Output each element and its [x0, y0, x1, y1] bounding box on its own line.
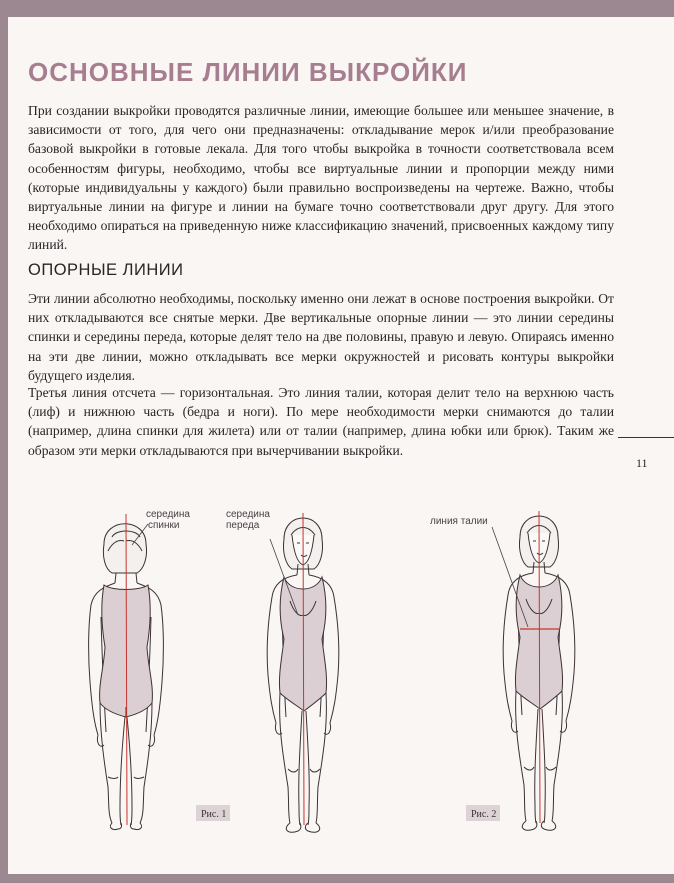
label-back-center-1: середина — [146, 509, 190, 520]
page-frame-bottom — [0, 874, 674, 883]
label-waist-line: линия талии — [430, 516, 488, 527]
caption-fig1: Рис. 1 — [201, 809, 227, 820]
caption-fig2: Рис. 2 — [471, 809, 497, 820]
intro-paragraph: При создании выкройки проводятся различные линии, имеющие большее или меньшее значение, в зависимости от того, для чего они предназначены: откладывание мерок и/или преобразование базовой выкройки в готовые лекала. Для того чтобы выкройка в точности соответствовала всем особенностям фигуры, необходимо, чтобы все виртуальные линии и пропорции между ними (которые индивидуальны у каждого) были правильно воспроизведены на чертеже. Важно, чтобы виртуальные линии на фигуре и линии на бумаге точно соответствовали друг другу. Для этого необходимо опираться на приведенную ниже классификацию значений, присвоенных каждому типу линий. — [28, 103, 614, 253]
page-number: 11 — [636, 456, 648, 470]
book-page — [8, 17, 674, 874]
label-front-center-2: переда — [226, 520, 260, 531]
page-frame-top — [0, 0, 674, 17]
paragraph-2: Третья линия отсчета — горизонтальная. Это линия талии, которая делит тело на верхнюю часть (лиф) и нижнюю часть (бедра и ноги). По мере необходимости мерки снимаются до талии (например, длина спинки для жилета) или от талии (например, длина юбки или брюк). Таким же образом эти мерки откладываются при вычерчивании выкройки. — [28, 385, 614, 458]
page-frame-left — [0, 0, 8, 883]
label-front-center-1: середина — [226, 509, 270, 520]
label-back-center-2: спинки — [148, 520, 180, 531]
chapter-title: ОСНОВНЫЕ ЛИНИИ ВЫКРОЙКИ — [28, 57, 468, 87]
paragraph-1: Эти линии абсолютно необходимы, поскольку именно они лежат в основе построения выкройки. От них откладываются все снятые мерки. Две вертикальные опорные линии — это линии середины спинки и середины переда, которые делят тело на две половины, правую и левую. Опираясь именно на эти две линии, можно откладывать все мерки окружностей и рисовать контуры выкройки будущего изделия. — [28, 291, 614, 383]
section-title: ОПОРНЫЕ ЛИНИИ — [28, 261, 184, 279]
figures-illustration — [8, 17, 674, 874]
